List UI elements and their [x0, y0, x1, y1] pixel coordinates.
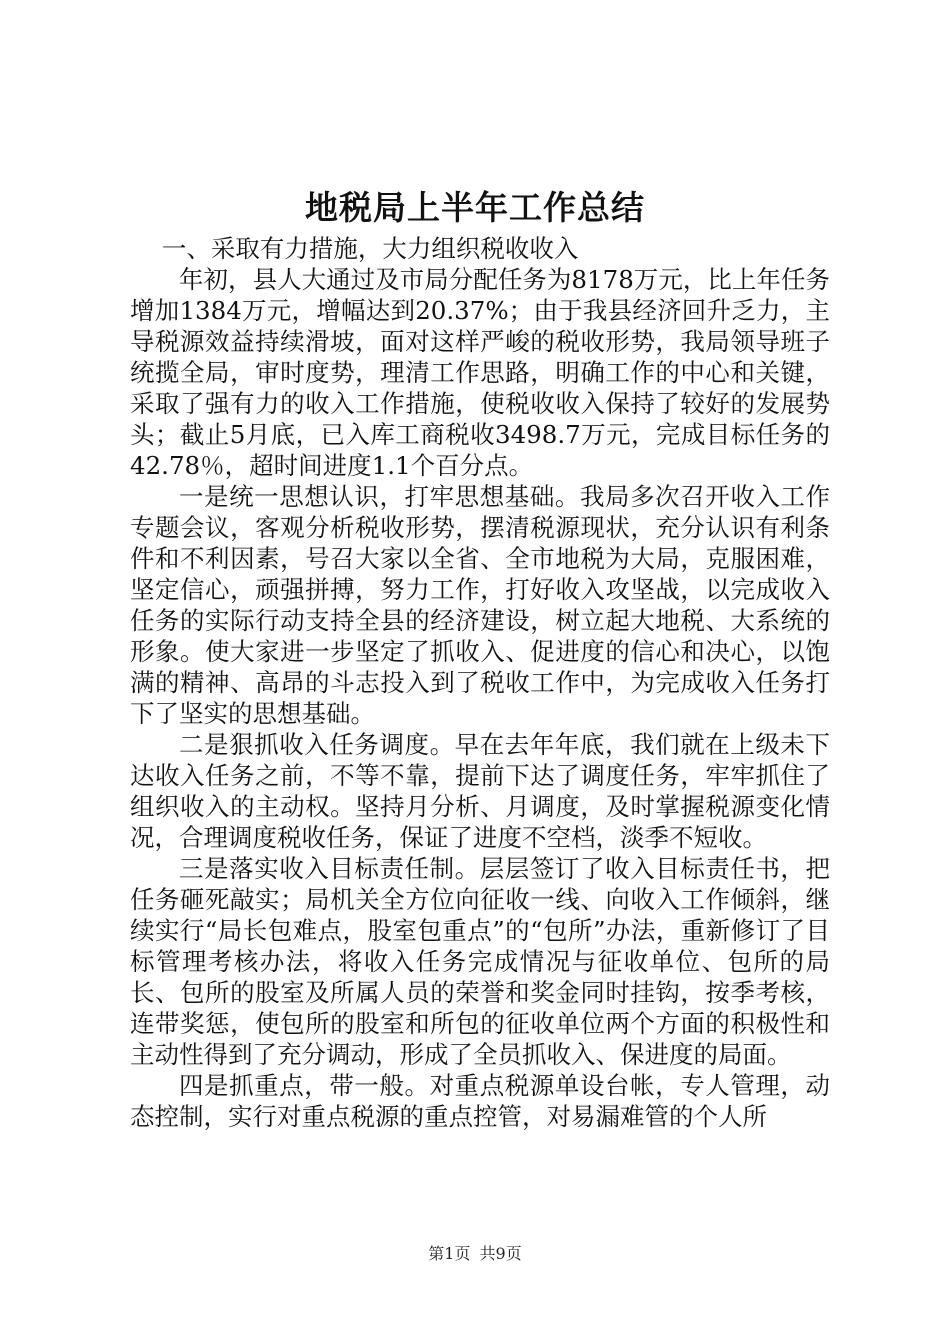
paragraph-5: 四是抓重点，带一般。对重点税源单设台帐，专人管理，动态控制，实行对重点税源的重点控管，对易漏难管的个人所	[130, 1071, 830, 1131]
document-body	[130, 233, 830, 1132]
paragraph-4: 三是落实收入目标责任制。层层签订了收入目标责任书，把任务砸死敲实；局机关全方位向征收一线、向收入工作倾斜，继续实行“局长包难点，股室包重点”的“包所”办法，重新修订了目标管理考核办法，将收入任务完成情况与征收单位、包所的局长、包所的股室及所属人员的荣誉和奖金同时挂钩，按季考核，连带奖惩，使包所的股室和所包的征收单位两个方面的积极性和主动性得到了充分调动，形成了全员抓收入、保进度的局面。	[130, 854, 830, 1069]
paragraph-2: 一是统一思想认识，打牢思想基础。我局多次召开收入工作专题会议，客观分析税收形势，摆清税源现状，充分认识有利条件和不利因素，号召大家以全省、全市地税为大局，克服困难，坚定信心，顽强拼搏，努力工作，打好收入攻坚战，以完成收入任务的实际行动支持全县的经济建设，树立起大地税、大系统的形象。使大家进一步坚定了抓收入、促进度的信心和决心，以饱满的精神、高昂的斗志投入到了税收工作中，为完成收入任务打下了坚实的思想基础。	[130, 482, 830, 728]
paragraph-3: 二是狠抓收入任务调度。早在去年年底，我们就在上级未下达收入任务之前，不等不靠，提前下达了调度任务，牢牢抓住了组织收入的主动权。坚持月分析、月调度，及时掌握税源变化情况，合理调度税收任务，保证了进度不空档，淡季不短收。	[130, 730, 830, 852]
document-title: 地税局上半年工作总结	[305, 188, 645, 227]
page-number: 第1页	[428, 1244, 471, 1263]
section-heading: 一、采取有力措施，大力组织税收收入	[161, 234, 579, 263]
page-footer	[0, 1242, 950, 1266]
paragraph-1: 年初，县人大通过及市局分配任务为8178万元，比上年任务增加1384万元，增幅达到20.37%；由于我县经济回升乏力，主导税源效益持续滑坡，面对这样严峻的税收形势，我局领导班子统揽全局，审时度势，理清工作思路，明确工作的中心和关键，采取了强有力的收入工作措施，使税收收入保持了较好的发展势头；截止5月底，已入库工商税收3498.7万元，完成目标任务的42.78％，超时间进度1.1个百分点。	[130, 265, 830, 480]
page-total: 共9页	[479, 1244, 522, 1263]
